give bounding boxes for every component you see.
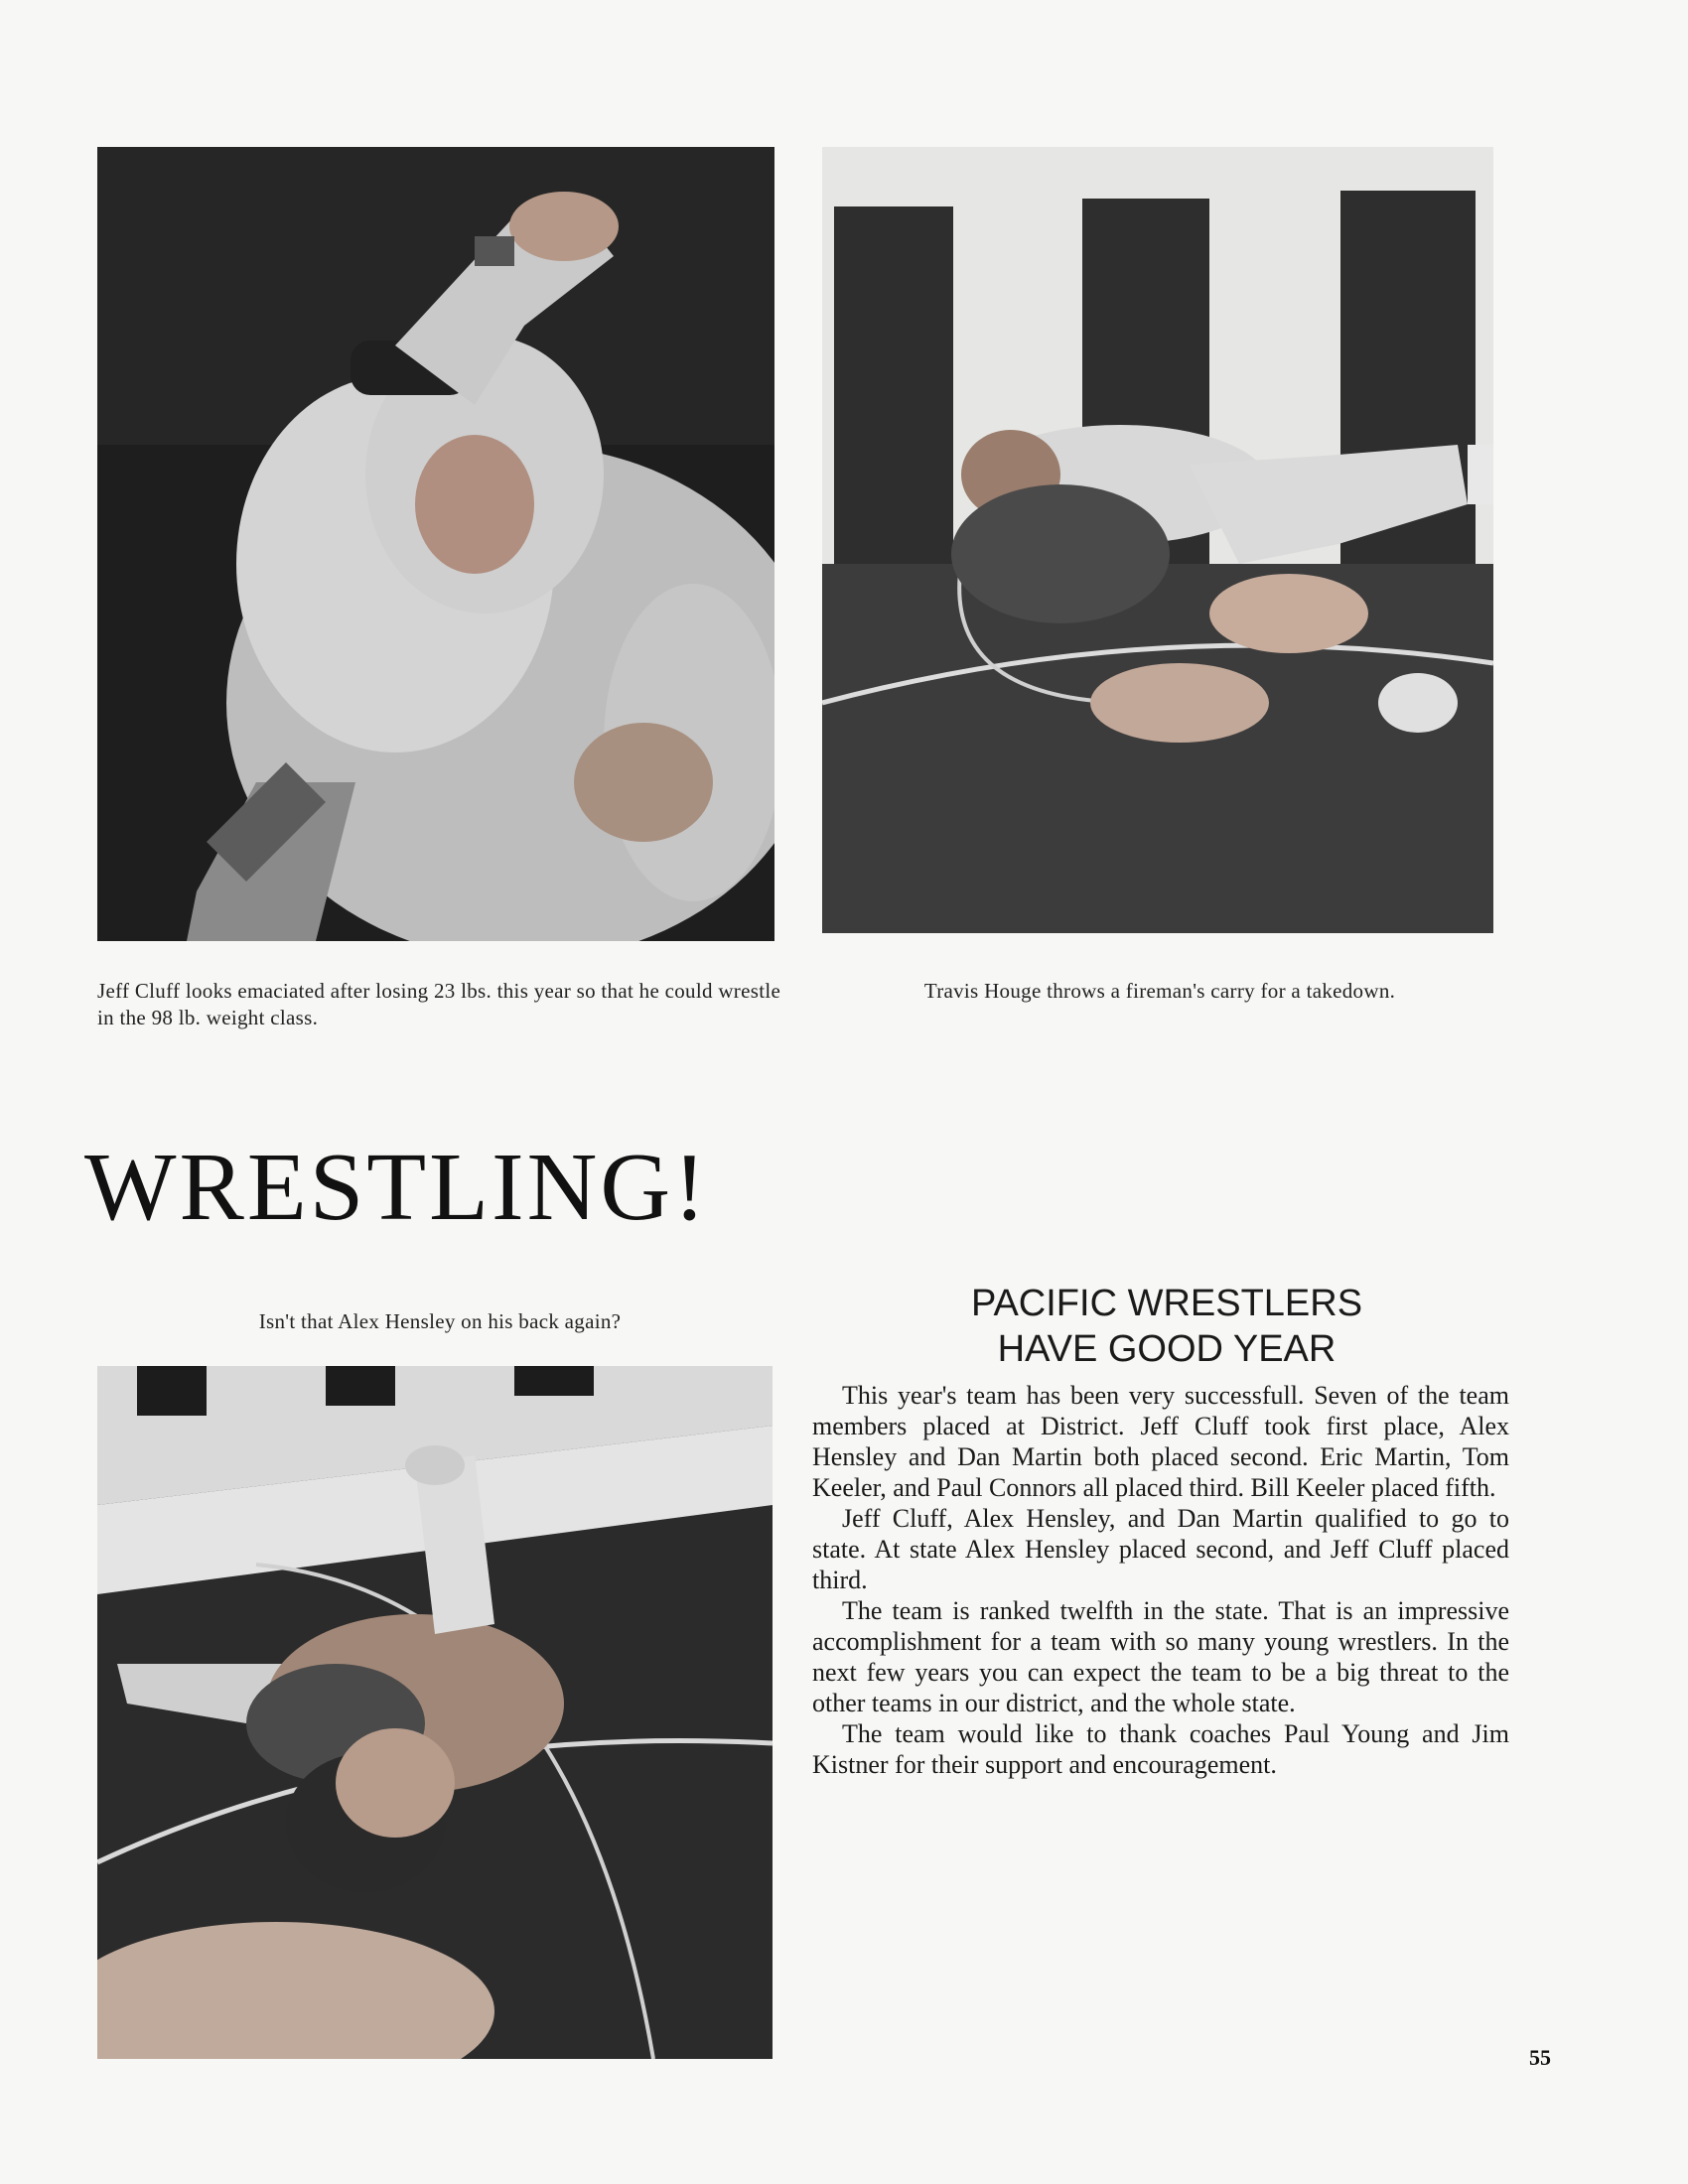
page-number: 55 — [1529, 2045, 1551, 2070]
article-paragraph: Jeff Cluff, Alex Hensley, and Dan Martin qualified to go to state. At state Alex Hensley placed second, and Jeff Cluff placed third. — [812, 1504, 1509, 1594]
caption-alex-hensley: Isn't that Alex Hensley on his back again? — [258, 1309, 622, 1333]
photo-travis-houge-image — [822, 147, 1493, 933]
page-headline: WRESTLING! — [84, 1134, 709, 1241]
photo-alex-hensley-image — [97, 1366, 773, 2059]
article-paragraph: The team is ranked twelfth in the state. That is an impressive accomplishment for a team with so many young wrestlers. In the next few years you can expect the team to be a big threat to the other teams in our district, and the whole state. — [812, 1596, 1509, 1717]
photo-jeff-cluff-image — [97, 147, 774, 941]
article-title — [819, 1281, 1514, 1372]
article-body — [812, 1380, 1509, 1780]
caption-jeff-cluff: Jeff Cluff looks emaciated after losing 23 lbs. this year so that he could wrestle in the 98 lb. weight class. — [97, 979, 781, 1029]
photo-alex-hensley — [97, 1366, 773, 2059]
article-paragraph: This year's team has been very successfull. Seven of the team members placed at District. Jeff Cluff took first place, Alex Hensley and Dan Martin both placed second. Eric Martin, Tom Keeler, and Paul Connors all placed third. Bill Keeler placed fifth. — [812, 1381, 1509, 1502]
article-title-line2: HAVE GOOD YEAR — [997, 1328, 1336, 1370]
article-paragraph: The team would like to thank coaches Paul Young and Jim Kistner for their support and encouragement. — [812, 1719, 1509, 1779]
photo-travis-houge — [822, 147, 1493, 933]
photo-jeff-cluff — [97, 147, 774, 941]
caption-travis-houge: Travis Houge throws a fireman's carry for a takedown. — [923, 979, 1396, 1003]
article-title-line1: PACIFIC WRESTLERS — [970, 1283, 1363, 1324]
